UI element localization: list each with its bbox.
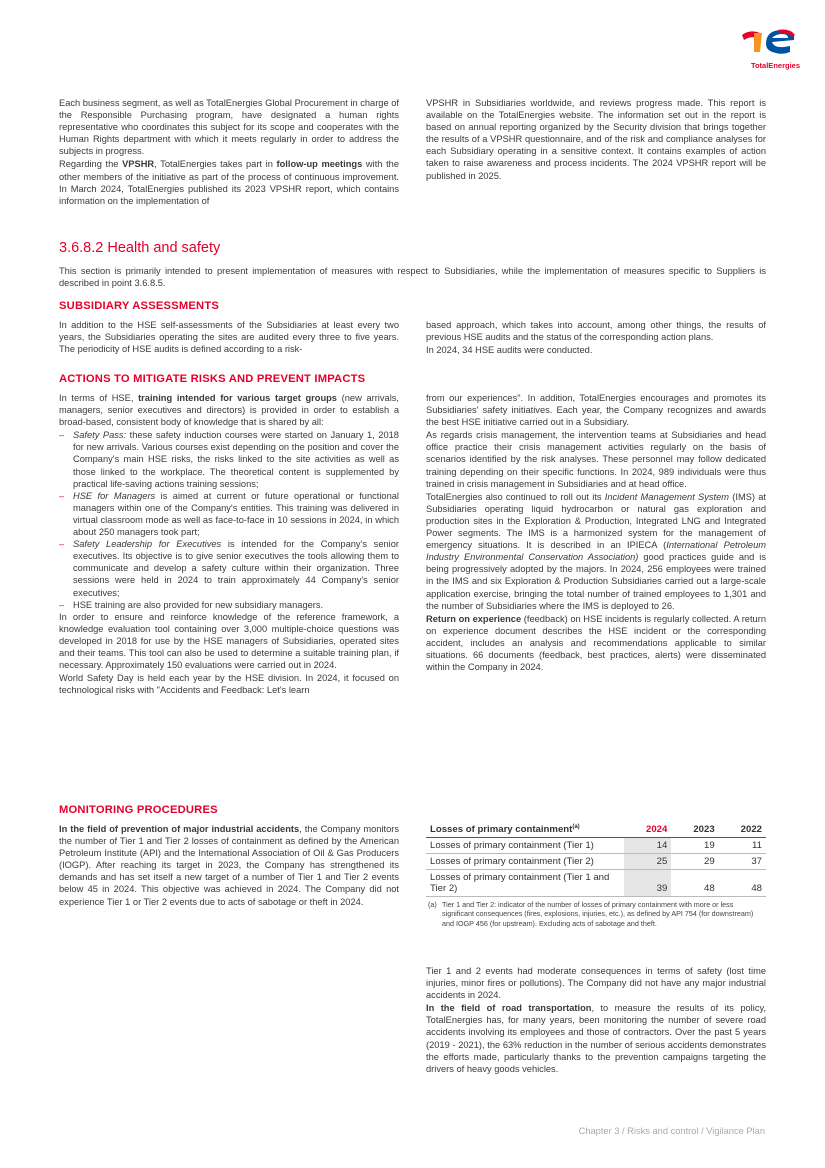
- safety-initiatives-text: from our experiences". In addition, TotalEnergies encourages and promotes its Subsidiaries' safety initiatives. Each year, the Company recognizes and awards the best HSE initiative carried out in a Subsidiary.: [426, 393, 766, 428]
- table-row: Losses of primary containment (Tier 2) 25 29 37: [426, 854, 766, 870]
- monitoring-heading: MONITORING PROCEDURES: [59, 804, 218, 816]
- training-list: [59, 429, 399, 610]
- subsidiary-audit-count: In 2024, 34 HSE audits were conducted.: [426, 345, 593, 356]
- year-2024-header: 2024: [624, 822, 671, 838]
- section-intro: This section is primarily intended to present implementation of measures with respect to Subsidiaries, while the implementation of measures specific to Suppliers is described in point 3.6.8.5.: [59, 266, 766, 289]
- subsidiary-right-text: based approach, which takes into account, among other things, the results of previous HSE audits and the status of the corresponding action plans.: [426, 320, 766, 343]
- world-safety-day-text: World Safety Day is held each year by the HSE division. In 2024, it focused on technological risks with "Accidents and Feedback: Let's learn: [59, 673, 399, 696]
- table-footnote: (a) Tier 1 and Tier 2: indicator of the number of losses of primary containment with more or less significant consequences (fires, explosions, injuries, etc.), as defined by API 754 (for downstream) and IOGP 456 (for upstream). Excluding acts of sabotage and theft.: [428, 900, 754, 928]
- after-table-column: [426, 965, 766, 1076]
- subsidiary-assessments-heading: SUBSIDIARY ASSESSMENTS: [59, 300, 220, 312]
- totalenergies-logo: [738, 26, 800, 68]
- intro-left-column: [59, 97, 399, 208]
- intro-paragraph-2: Regarding the VPSHR, TotalEnergies takes part in follow-up meetings with the other members of the initiative as part of the process of continuous improvement. In March 2024, TotalEnergies published its 2023 VPSHR report, which contains information on the implementation of: [59, 159, 400, 206]
- section-title: 3.6.8.2 Health and safety: [59, 240, 221, 256]
- actions-right-column: [426, 392, 766, 674]
- major-accidents-text: In the field of prevention of major industrial accidents, the Company monitors the number of Tier 1 and Tier 2 losses of containment as defined by the American Petroleum Institute (API) and the International Association of Oil & Gas Producers (IOGP). After reaching its target in 2023, the Company has strengthened its demands and has set itself a new target of a number of Tier 1 and Tier 2 events below 45 in 2024. This objective was achieved in 2024. The Company did not experience Tier 1 or Tier 2 events due to acts of sabotage or theft in 2024.: [59, 824, 399, 907]
- intro-right-column: [426, 97, 766, 183]
- actions-training-intro: In terms of HSE, training intended for various target groups (new arrivals, managers, senior executives and directors) is provided in order to establish a broad-based, consistent body of knowledge that is shared by all:: [59, 393, 399, 428]
- subsidiary-left-text: In addition to the HSE self-assessments of the Subsidiaries at least every two years, the Subsidiaries operating the sites are audited every three to five years. The periodicity of HSE audits is defined according to a risk-: [59, 320, 399, 355]
- tier-events-text: Tier 1 and 2 events had moderate consequences in terms of safety (lost time injuries, minor fires or pollutions). The Company did not have any major industrial accidents in 2024.: [426, 966, 766, 1001]
- logo-mark-icon: [738, 26, 800, 56]
- year-2023-header: 2023: [671, 822, 718, 838]
- list-item: – HSE training are also provided for new subsidiary managers.: [59, 599, 399, 611]
- road-transportation-text: In the field of road transportation, to measure the results of its policy, TotalEnergies has, for many years, been monitoring the number of severe road accidents involving its employees and those of contractors. Over the past 5 years (2019 - 2021), the 63% reduction in the number of serious accidents demonstrates the efforts made, particularly thanks to the prevention campaigns targeting the drivers of heavy goods vehicles.: [426, 1003, 767, 1074]
- containment-table: [426, 822, 766, 897]
- return-on-experience-text: Return on experience (feedback) on HSE incidents is regularly collected. A return on experience document describes the HSE incident or the corresponding accident, includes an analysis and recommendations applicable to similar situations. 66 documents (feedback, best practices, alerts) were disseminated within the Company in 2024.: [426, 613, 766, 673]
- ims-text: TotalEnergies also continued to roll out its Incident Management System (IMS) at Subsidiaries operating liquid hydrocarbon or natural gas exploration and production sites in the Exploration & Production, Integrated LNG and Integrated Power segments. The IMS is a harmonized system for the management of emergency situations. It is described in an IPIECA (International Petroleum Industry Environmental Conservation Association) good practices guide and is being progressively adopted by the majors. In 2024, 256 employees were trained in the IMS and six Exploration & Production Subsidiaries carried out a large-scale application exercise, bringing the total number of trained employees to 1,301 and the number of Subsidiaries where the IMS is deployed to 26.: [426, 491, 766, 611]
- list-item: – Safety Leadership for Executives is intended for the Company's senior executives. Its objective is to give senior executives the tools allowing them to communicate and develop a safety culture within their organization. Three sessions were held in 2024 to train approximately 44 Company's senior executives;: [59, 538, 399, 598]
- list-item: – Safety Pass: these safety induction courses were started on January 1, 2018 for new arrivals. Various courses exist depending on the position and cover the Company's main HSE risks, the risks linked to the site activities as well as those linked to the workplace. The theoretical content is supplemented by practical life-saving actions training sessions;: [59, 429, 399, 489]
- table-title: Losses of primary containment$^{(a)}$: [426, 822, 624, 838]
- year-2022-header: 2022: [719, 822, 766, 838]
- containment-table-block: [426, 822, 766, 928]
- intro-paragraph-3: VPSHR in Subsidiaries worldwide, and reviews progress made. This report is available on the TotalEnergies website. The information set out in the report is based on annual reporting organized by the Security division that brings together the results of a VPSHR questionnaire, and of the risk and compliance analyses for each Subsidiary operating in a sensitive context. It contains examples of action taken to raise awareness and process incidents. The 2024 VPSHR report will be published in 2025.: [426, 98, 766, 181]
- intro-paragraph-1: Each business segment, as well as TotalEnergies Global Procurement in charge of the Responsible Purchasing program, have designated a human rights representative who coordinates this subject for its scope and cooperates with the Human Rights department with which it meets regularly in order to address the subjects in progress.: [59, 98, 399, 157]
- table-header-row: [426, 822, 766, 838]
- knowledge-evaluation-text: In order to ensure and reinforce knowledge of the reference framework, a knowledge evaluation tool containing over 3,000 multiple-choice questions was developed in 2018 for use by the HSE managers of Subsidiaries, operated sites and their teams. This tool can also be used to determine a suitable training plan, if necessary. Approximately 150 evaluations were carried out in 2024.: [59, 611, 399, 671]
- actions-heading: ACTIONS TO MITIGATE RISKS AND PREVENT IMPACTS: [59, 373, 366, 385]
- actions-left-column: [59, 392, 399, 697]
- page-footer: Chapter 3 / Risks and control / Vigilance Plan: [578, 1126, 765, 1136]
- crisis-management-text: As regards crisis management, the intervention teams at Subsidiaries and head office practice their crisis management activities regularly on the basis of scenarios identified by the risk analyses. These personnel may follow dedicated training depending on their specific functions. In 2024, 989 individuals were thus trained in crisis management in Subsidiaries and at head office.: [426, 430, 766, 489]
- table-row: Losses of primary containment (Tier 1 and Tier 2) 39 48 48: [426, 870, 766, 897]
- logo-wordmark: TotalEnergies: [750, 61, 800, 70]
- list-item: – HSE for Managers is aimed at current or future operational or functional managers within one of the Company's entities. This training was delivered in virtual classroom mode as well as face-to-face in 10 sessions in 2024, in which about 250 managers took part;: [59, 490, 399, 538]
- table-row: Losses of primary containment (Tier 1) 14 19 11: [426, 838, 766, 854]
